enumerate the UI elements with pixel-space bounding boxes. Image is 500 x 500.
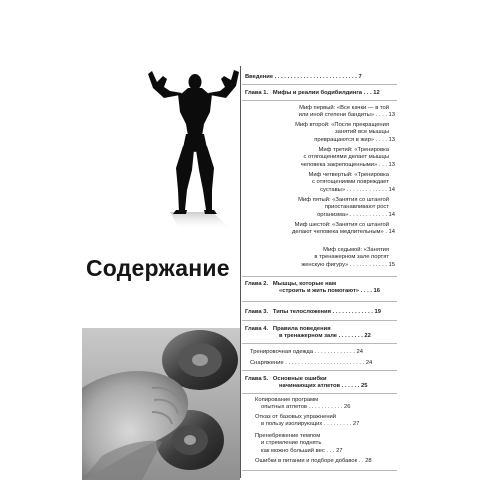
- toc-item-training-clothes[interactable]: Тренировочная одежда . . . . . . . . . . . . . 24: [250, 349, 363, 355]
- toc-item-copying-programs[interactable]: Копирование программ опытных атлетов . . . . . . . . . . . 26: [255, 397, 351, 411]
- separator: [242, 100, 397, 101]
- toc-item-myth-7[interactable]: Миф седьмой: «Занятия в тренажерном зале портят женскую фигуру» . . . . . . . . . . . . 15: [301, 247, 395, 268]
- page-title: Содержание: [86, 255, 230, 281]
- toc-item-tempo[interactable]: Пренебрежение темпом и стремление поднять как можно больший вес . . . 27: [255, 433, 343, 454]
- separator: [242, 276, 397, 277]
- separator: [242, 470, 397, 471]
- toc-item-myth-5[interactable]: Миф пятый: «Занятия со штангой приостанавливают рост организма» . . . . . . . . . . . . 14: [298, 197, 395, 218]
- toc-item-equipment[interactable]: Снаряжение . . . . . . . . . . . . . . . . . . . . . . . . . 24: [250, 360, 373, 366]
- toc-item-myth-4[interactable]: Миф четвертый: «Тренировка с отягощениями повреждает суставы» . . . . . . . . . . . . . 14: [308, 172, 395, 193]
- toc-chapter-4[interactable]: Глава 4. Правила поведения в тренажерном зале . . . . . . . . 22: [245, 326, 371, 340]
- separator: [242, 84, 397, 85]
- separator: [242, 301, 397, 302]
- toc-item-nutrition-errors[interactable]: Ошибки в питании и подборе добавок . . 28: [255, 458, 372, 464]
- toc-chapter-1[interactable]: Глава 1. Мифы и реалии бодибилдинга . . . 12: [245, 90, 380, 96]
- toc-item-myth-6[interactable]: Миф шестой: «Занятия со штангой делают человека медлительным» . 14: [292, 222, 395, 236]
- separator: [242, 320, 397, 321]
- toc-chapter-2[interactable]: Глава 2. Мышцы, которые нам «строить и жить помогают» . . . . 16: [245, 281, 380, 295]
- toc-entry-intro[interactable]: Введение . . . . . . . . . . . . . . . . . . . . . . . . . . 7: [245, 74, 362, 80]
- toc-chapter-5[interactable]: Глава 5. Основные ошибки начинающих атлетов . . . . . . 25: [245, 376, 368, 390]
- separator: [242, 393, 397, 394]
- separator: [242, 370, 397, 371]
- separator: [242, 343, 397, 344]
- toc-item-myth-3[interactable]: Миф третий: «Тренировка с отягощениями делает мышцы человека закрепощенными» . . . 13: [300, 147, 395, 168]
- toc-chapter-3[interactable]: Глава 3. Типы телосложения . . . . . . . . . . . . . 19: [245, 309, 381, 315]
- toc-item-myth-1[interactable]: Миф первый: «Все качки — в той или иной степени бандиты» . . . . 13: [298, 105, 395, 119]
- toc-item-myth-2[interactable]: Миф второй: «После прекращения занятий все мышцы превращаются в жир» . . . . 13: [295, 122, 395, 143]
- toc-item-base-exercises[interactable]: Отказ от базовых упражнений в пользу изолирующих . . . . . . . . . 27: [255, 414, 360, 428]
